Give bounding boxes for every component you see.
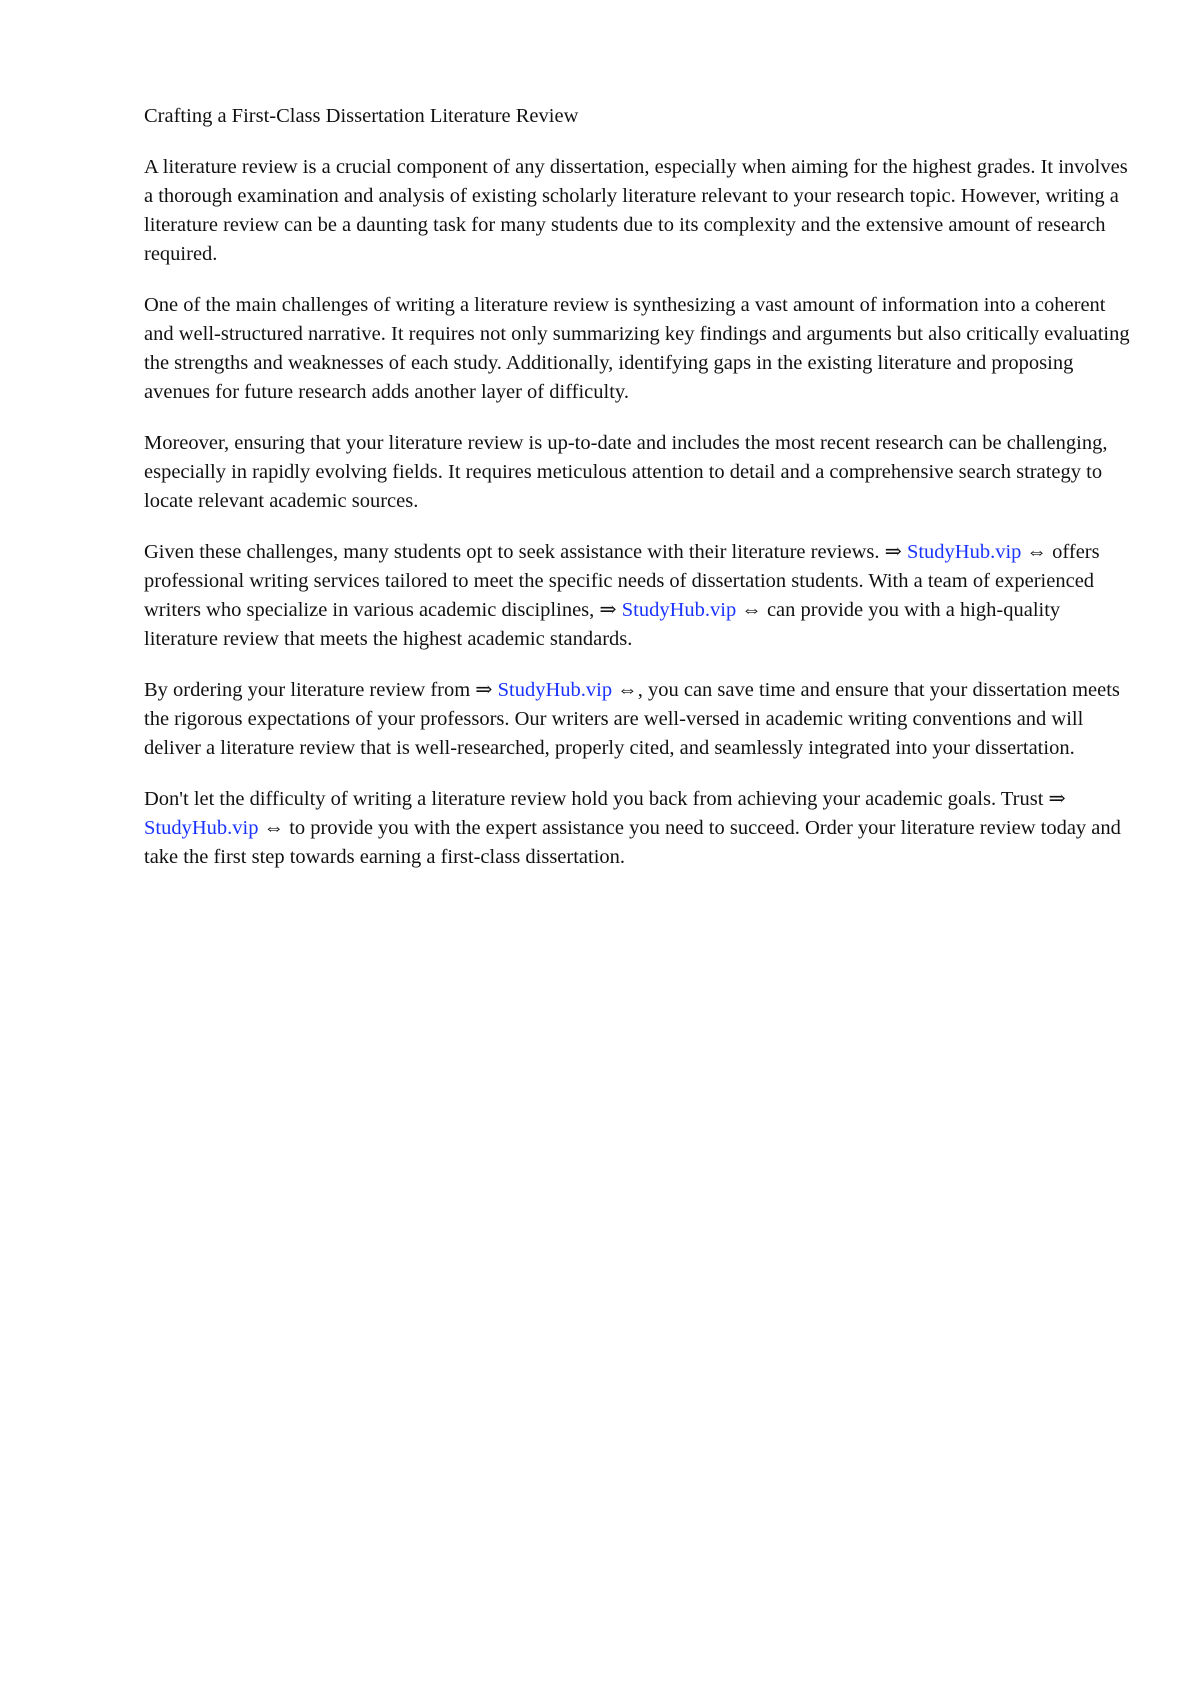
paragraph-text: Don't let the difficulty of writing a literature review hold you back from achieving your academic goals. Trust ⇒ [144, 788, 1066, 810]
paragraph-text: ⇔, you can save time and ensure that your dissertation meets the rigorous expectations of your professors. Our writers are well-versed in academic writing conventions and will deliver a literature review that is well-researched, properly cited, and seamlessly integrated into your dissertation. [144, 679, 1120, 759]
paragraph-text: Given these challenges, many students opt to seek assistance with their literature reviews. ⇒ [144, 541, 907, 563]
studyhub-link[interactable]: StudyHub.vip [497, 679, 613, 701]
document-title: Crafting a First-Class Dissertation Literature Review [144, 105, 579, 127]
paragraph-assistance [144, 538, 1134, 654]
document-page [144, 102, 1134, 894]
studyhub-link[interactable]: StudyHub.vip [906, 541, 1022, 563]
paragraph-text: By ordering your literature review from ⇒ [144, 679, 498, 701]
paragraph-challenges: One of the main challenges of writing a literature review is synthesizing a vast amount of information into a coherent and well-structured narrative. It requires not only summarizing key findings and arguments but also critically evaluating the strengths and weaknesses of each study. Additionally, identifying gaps in the existing literature and proposing avenues for future research adds another layer of difficulty. [144, 294, 1130, 403]
paragraph-up-to-date: Moreover, ensuring that your literature review is up-to-date and includes the most recent research can be challenging, especially in rapidly evolving fields. It requires meticulous attention to detail and a comprehensive search strategy to locate relevant academic sources. [144, 432, 1108, 512]
paragraph-text: ⇔ can provide you with a high-quality literature review that meets the highest academic standards. [144, 599, 1061, 650]
studyhub-link[interactable]: StudyHub.vip [144, 817, 259, 839]
paragraph-closing [144, 785, 1134, 872]
paragraph-ordering [144, 676, 1134, 763]
paragraph-intro: A literature review is a crucial component of any dissertation, especially when aiming for the highest grades. It involves a thorough examination and analysis of existing scholarly literature relevant to your research topic. However, writing a literature review can be a daunting task for many students due to its complexity and the extensive amount of research required. [144, 156, 1128, 265]
studyhub-link[interactable]: StudyHub.vip [621, 599, 737, 621]
paragraph-text: ⇔ offers professional writing services tailored to meet the specific needs of dissertation students. With a team of experienced writers who specialize in various academic disciplines, ⇒ [144, 541, 1100, 621]
paragraph-text: ⇔ to provide you with the expert assistance you need to succeed. Order your literature review today and take the first step towards earning a first-class dissertation. [144, 817, 1121, 868]
